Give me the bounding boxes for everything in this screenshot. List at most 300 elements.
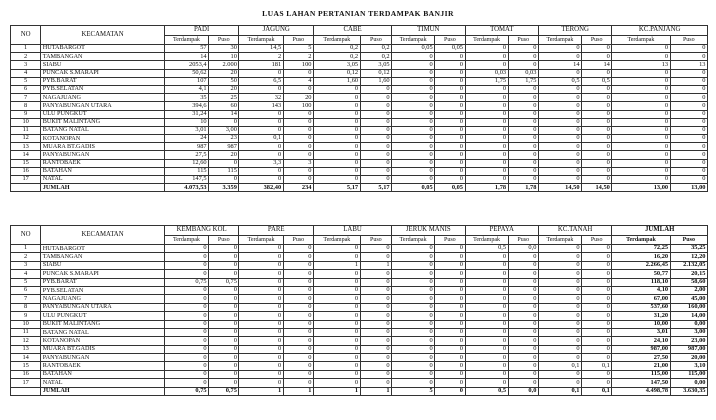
data-cell: 0 [538,370,581,378]
data-cell: 3,05 [360,61,391,69]
data-cell: 0 [465,167,508,175]
data-cell: 0 [313,328,360,336]
data-cell: 0 [465,295,508,303]
data-cell: 23 [209,135,239,143]
data-cell: 0 [239,110,283,118]
data-cell: 0 [360,270,391,278]
data-cell: 30 [209,45,239,53]
data-cell: 4,1 [164,85,208,93]
data-cell: 0 [538,345,581,353]
data-cell: 0 [508,85,538,93]
data-cell: 0 [612,45,670,53]
header-row [11,26,708,36]
data-cell: 3,10 [670,362,707,370]
data-cell: 27,5 [164,151,208,159]
data-cell: 0 [538,69,581,77]
data-cell: 0 [209,253,239,261]
data-cell: 2053,4 [164,61,208,69]
data-cell: 0 [435,362,465,370]
data-cell: 0 [612,167,670,175]
data-cell: 0 [465,85,508,93]
table-row [11,110,708,118]
data-cell: 0 [538,337,581,345]
data-cell: 0 [360,362,391,370]
data-cell: 0 [508,337,538,345]
row-number: 3 [11,61,41,69]
data-cell: 0 [314,176,361,184]
data-cell: 0,1 [582,362,612,370]
column-header-puso: Puso [360,36,391,45]
data-cell: 6,5 [239,77,283,85]
row-number: 8 [11,303,41,311]
row-number: 15 [11,159,41,167]
column-header-terdampak: Terdampak [538,236,581,245]
data-cell: 0 [508,102,538,110]
data-cell: 0 [538,159,581,167]
data-cell: 0 [582,176,612,184]
data-cell: 0 [582,85,612,93]
data-cell: 0 [465,61,508,69]
column-header-terdampak: Terdampak [239,236,283,245]
total-cell: 1,78 [465,184,508,192]
data-cell: 0 [465,328,508,336]
kecamatan-name: TAMBANGAN [41,53,165,61]
data-cell: 0 [612,94,670,102]
data-cell: 0 [209,261,239,269]
data-cell: 0 [508,94,538,102]
column-header-crop: JUMLAH [612,226,708,236]
data-cell: 0 [465,337,508,345]
data-cell: 0 [582,159,612,167]
data-cell: 0 [209,295,239,303]
column-header-puso: Puso [508,236,538,245]
data-cell: 0 [435,69,465,77]
row-number: 4 [11,69,41,77]
column-header-puso: Puso [670,236,707,245]
table-row [11,45,708,53]
data-cell: 0 [239,312,283,320]
data-cell: 0 [360,312,391,320]
data-cell: 0 [392,245,435,253]
data-cell: 0 [283,118,313,126]
column-header-terdampak: Terdampak [612,36,670,45]
column-header-no: NO [11,226,41,245]
table-row [11,245,708,253]
row-number: 7 [11,94,41,102]
data-cell: 0 [209,345,239,353]
data-cell: 0 [582,126,612,134]
column-header-no: NO [11,26,41,45]
data-cell: 14 [538,61,581,69]
data-cell: 0 [360,303,391,311]
data-cell: 0 [239,253,283,261]
data-cell: 0 [164,345,208,353]
data-cell: 0 [392,354,435,362]
data-cell: 0,2 [314,45,361,53]
column-header-crop: TOMAT [465,26,538,36]
data-cell: 0 [508,143,538,151]
data-cell: 0 [392,286,435,294]
data-cell: 0 [670,118,707,126]
data-cell: 0 [508,126,538,134]
data-cell: 0 [392,345,435,353]
table-row [11,261,708,269]
data-cell: 0 [538,320,581,328]
data-cell: 0 [313,245,360,253]
data-cell: 0 [239,270,283,278]
data-cell: 0 [283,370,313,378]
data-cell: 0 [314,167,361,175]
column-header-puso: Puso [582,236,612,245]
data-cell: 0 [582,245,612,253]
data-cell: 0 [670,159,707,167]
data-cell: 0 [313,362,360,370]
data-cell: 0 [360,102,391,110]
data-cell: 394,6 [164,102,208,110]
data-cell: 0 [435,135,465,143]
kecamatan-name: NAGAJUANG [41,94,165,102]
data-cell: 0 [283,337,313,345]
total-cell: 13,00 [612,184,670,192]
data-cell: 0 [538,303,581,311]
data-cell: 0 [283,320,313,328]
column-header-crop: TIMUN [392,26,465,36]
data-cell: 0 [435,53,465,61]
kecamatan-name: PYB.SELATAN [41,85,165,93]
data-cell: 0,00 [670,379,707,387]
data-cell: 0 [209,118,239,126]
data-cell: 0 [209,176,239,184]
total-label: JUMLAH [41,184,165,192]
data-cell: 0 [465,143,508,151]
row-number: 14 [11,354,41,362]
data-cell: 0 [209,328,239,336]
row-number: 7 [11,295,41,303]
data-cell: 14,5 [239,45,283,53]
total-cell: 5,17 [360,184,391,192]
data-cell: 0 [582,278,612,286]
table-row [11,135,708,143]
data-cell: 0 [314,151,361,159]
table-flood-affected-2 [10,225,708,396]
table-row [11,126,708,134]
data-cell: 0 [392,167,435,175]
data-cell: 0 [314,126,361,134]
data-cell: 0 [164,379,208,387]
total-cell: 0,75 [164,387,208,395]
data-cell: 35,25 [670,245,707,253]
data-cell: 0 [538,110,581,118]
data-cell: 0 [313,253,360,261]
data-cell: 0 [538,261,581,269]
data-cell: 3,01 [612,328,670,336]
data-cell: 0 [435,320,465,328]
row-number: 2 [11,253,41,261]
kecamatan-name: PANYABUNGAN [41,354,165,362]
data-cell: 16,20 [612,253,670,261]
data-cell: 0 [465,303,508,311]
row-number: 11 [11,328,41,336]
data-cell: 0 [612,143,670,151]
row-number: 5 [11,278,41,286]
data-cell: 0,12 [314,69,361,77]
data-cell: 0 [435,126,465,134]
data-cell: 0 [582,94,612,102]
total-row [11,184,708,192]
data-cell: 0 [360,110,391,118]
table-row [11,61,708,69]
table-row [11,102,708,110]
data-cell: 0 [612,151,670,159]
kecamatan-name: BATANG NATAL [41,126,165,134]
data-cell: 20 [209,69,239,77]
data-cell: 0 [239,379,283,387]
data-cell: 0 [392,176,435,184]
data-cell: 0 [582,102,612,110]
table-row [11,320,708,328]
data-cell: 0 [314,143,361,151]
column-header-puso: Puso [670,36,707,45]
data-cell: 0 [283,303,313,311]
data-cell: 0 [239,354,283,362]
data-cell: 0 [582,135,612,143]
data-cell: 181 [239,61,283,69]
data-cell: 0 [313,295,360,303]
data-cell: 13 [670,61,707,69]
data-cell: 0 [239,295,283,303]
data-cell: 0 [239,320,283,328]
data-cell: 0 [360,135,391,143]
column-header-crop: KEMBANG KOL [164,226,239,236]
data-cell: 0 [670,110,707,118]
data-cell: 0 [508,286,538,294]
data-cell: 3,05 [314,61,361,69]
column-header-crop: PARE [239,226,314,236]
row-number: 5 [11,77,41,85]
data-cell: 0 [508,261,538,269]
table-row [11,77,708,85]
data-cell: 0 [508,303,538,311]
data-cell: 0,75 [164,278,208,286]
data-cell: 0 [538,118,581,126]
data-cell: 3,01 [164,126,208,134]
data-cell: 0 [239,261,283,269]
data-cell: 0 [239,345,283,353]
data-cell: 0 [392,337,435,345]
data-cell: 1,75 [465,77,508,85]
data-cell: 0 [164,370,208,378]
column-header-terdampak: Terdampak [164,236,208,245]
data-cell: 14,00 [670,312,707,320]
data-cell: 987,00 [670,345,707,353]
data-cell: 3,00 [670,328,707,336]
data-cell: 0 [239,85,283,93]
data-cell: 0 [164,261,208,269]
table-row [11,167,708,175]
data-cell: 0 [313,303,360,311]
data-cell: 0 [392,320,435,328]
row-number: 4 [11,270,41,278]
data-cell: 0 [538,53,581,61]
data-cell: 0 [538,379,581,387]
column-header-terdampak: Terdampak [392,236,435,245]
column-header-terdampak: Terdampak [465,236,508,245]
data-cell: 0 [538,102,581,110]
data-cell: 0 [582,370,612,378]
data-cell: 0 [209,354,239,362]
data-cell: 0,1 [538,362,581,370]
total-row [11,387,708,395]
data-cell: 0 [538,126,581,134]
data-cell: 0 [392,159,435,167]
data-cell: 0 [508,320,538,328]
data-cell: 0 [538,94,581,102]
total-cell: 13,00 [670,184,707,192]
data-cell: 0 [283,261,313,269]
data-cell: 0 [392,61,435,69]
data-cell: 100 [283,102,313,110]
data-cell: 0 [392,85,435,93]
data-cell: 0 [360,328,391,336]
total-cell: 5 [392,387,435,395]
total-cell: 0,1 [538,387,581,395]
data-cell: 0 [508,53,538,61]
column-header-puso: Puso [283,236,313,245]
data-cell: 0 [465,278,508,286]
data-cell: 67,00 [612,295,670,303]
data-cell: 0,5 [465,245,508,253]
data-cell: 0 [164,362,208,370]
data-cell: 0 [538,295,581,303]
data-cell: 58,60 [670,278,707,286]
data-cell: 0 [508,295,538,303]
data-cell: 10 [209,53,239,61]
data-cell: 0 [538,167,581,175]
data-cell: 0 [435,261,465,269]
data-cell: 0 [465,176,508,184]
data-cell: 2.132,05 [670,261,707,269]
data-cell: 0 [283,69,313,77]
table-row [11,328,708,336]
data-cell: 0 [582,143,612,151]
data-cell: 0 [209,312,239,320]
data-cell: 20 [209,85,239,93]
data-cell: 0 [392,143,435,151]
data-cell: 2.266,45 [612,261,670,269]
total-cell: 1 [313,387,360,395]
data-cell: 0 [392,261,435,269]
data-cell: 0 [465,362,508,370]
data-cell: 0 [435,151,465,159]
data-cell: 0 [582,151,612,159]
data-cell: 21,00 [612,362,670,370]
data-cell: 0 [538,253,581,261]
data-cell: 0 [435,286,465,294]
total-cell: 0,1 [582,387,612,395]
data-cell: 0 [465,261,508,269]
data-cell: 0 [209,303,239,311]
data-cell: 0 [435,312,465,320]
column-header-crop: CABE [314,26,392,36]
data-cell: 0 [538,151,581,159]
column-header-puso: Puso [360,236,391,245]
data-cell: 2 [283,53,313,61]
data-cell: 0 [392,328,435,336]
data-cell: 0 [209,370,239,378]
data-cell: 1,60 [360,77,391,85]
data-cell: 0 [314,85,361,93]
data-cell: 987,00 [612,345,670,353]
data-cell: 72,25 [612,245,670,253]
data-cell: 0 [360,167,391,175]
data-cell: 0 [582,328,612,336]
data-cell: 147,5 [164,176,208,184]
data-cell: 0 [435,303,465,311]
row-number: 12 [11,135,41,143]
data-cell: 0 [465,345,508,353]
column-header-terdampak: Terdampak [538,36,581,45]
data-cell: 0 [582,295,612,303]
data-cell: 0 [209,245,239,253]
kecamatan-name: BATAHAN [41,167,165,175]
data-cell: 0 [313,370,360,378]
kecamatan-name: PANYABUNGAN UTARA [41,102,165,110]
data-cell: 0 [508,135,538,143]
data-cell: 0 [670,135,707,143]
row-number: 1 [11,45,41,53]
row-number: 6 [11,85,41,93]
data-cell: 0 [582,118,612,126]
data-cell: 0 [465,135,508,143]
kecamatan-name: MUARA BT.GADIS [41,143,165,151]
data-cell: 0,75 [209,278,239,286]
data-cell: 0 [508,176,538,184]
data-cell: 107 [164,77,208,85]
data-cell: 24,10 [612,337,670,345]
data-cell: 0 [392,135,435,143]
data-cell: 0 [392,53,435,61]
data-cell: 0 [612,118,670,126]
column-header-terdampak: Terdampak [313,236,360,245]
data-cell: 0 [538,312,581,320]
data-cell: 0 [508,253,538,261]
table-row [11,370,708,378]
data-cell: 0 [435,167,465,175]
data-cell: 0 [612,135,670,143]
kecamatan-name: TAMBANGAN [41,253,165,261]
table-row [11,143,708,151]
data-cell: 31,20 [612,312,670,320]
data-cell: 0 [435,110,465,118]
table-row [11,278,708,286]
data-cell: 143 [239,102,283,110]
data-cell: 0 [392,370,435,378]
column-header-puso: Puso [209,236,239,245]
data-cell: 0 [465,126,508,134]
data-cell: 0 [314,118,361,126]
data-cell: 0 [465,159,508,167]
data-cell: 0 [392,379,435,387]
data-cell: 0 [360,354,391,362]
data-cell: 115 [209,167,239,175]
data-cell: 0 [670,151,707,159]
total-cell: 1,78 [508,184,538,192]
data-cell: 0 [670,176,707,184]
data-cell: 0 [314,102,361,110]
kecamatan-name: KOTANOPAN [41,337,165,345]
total-cell: 14,50 [582,184,612,192]
data-cell: 14 [164,53,208,61]
